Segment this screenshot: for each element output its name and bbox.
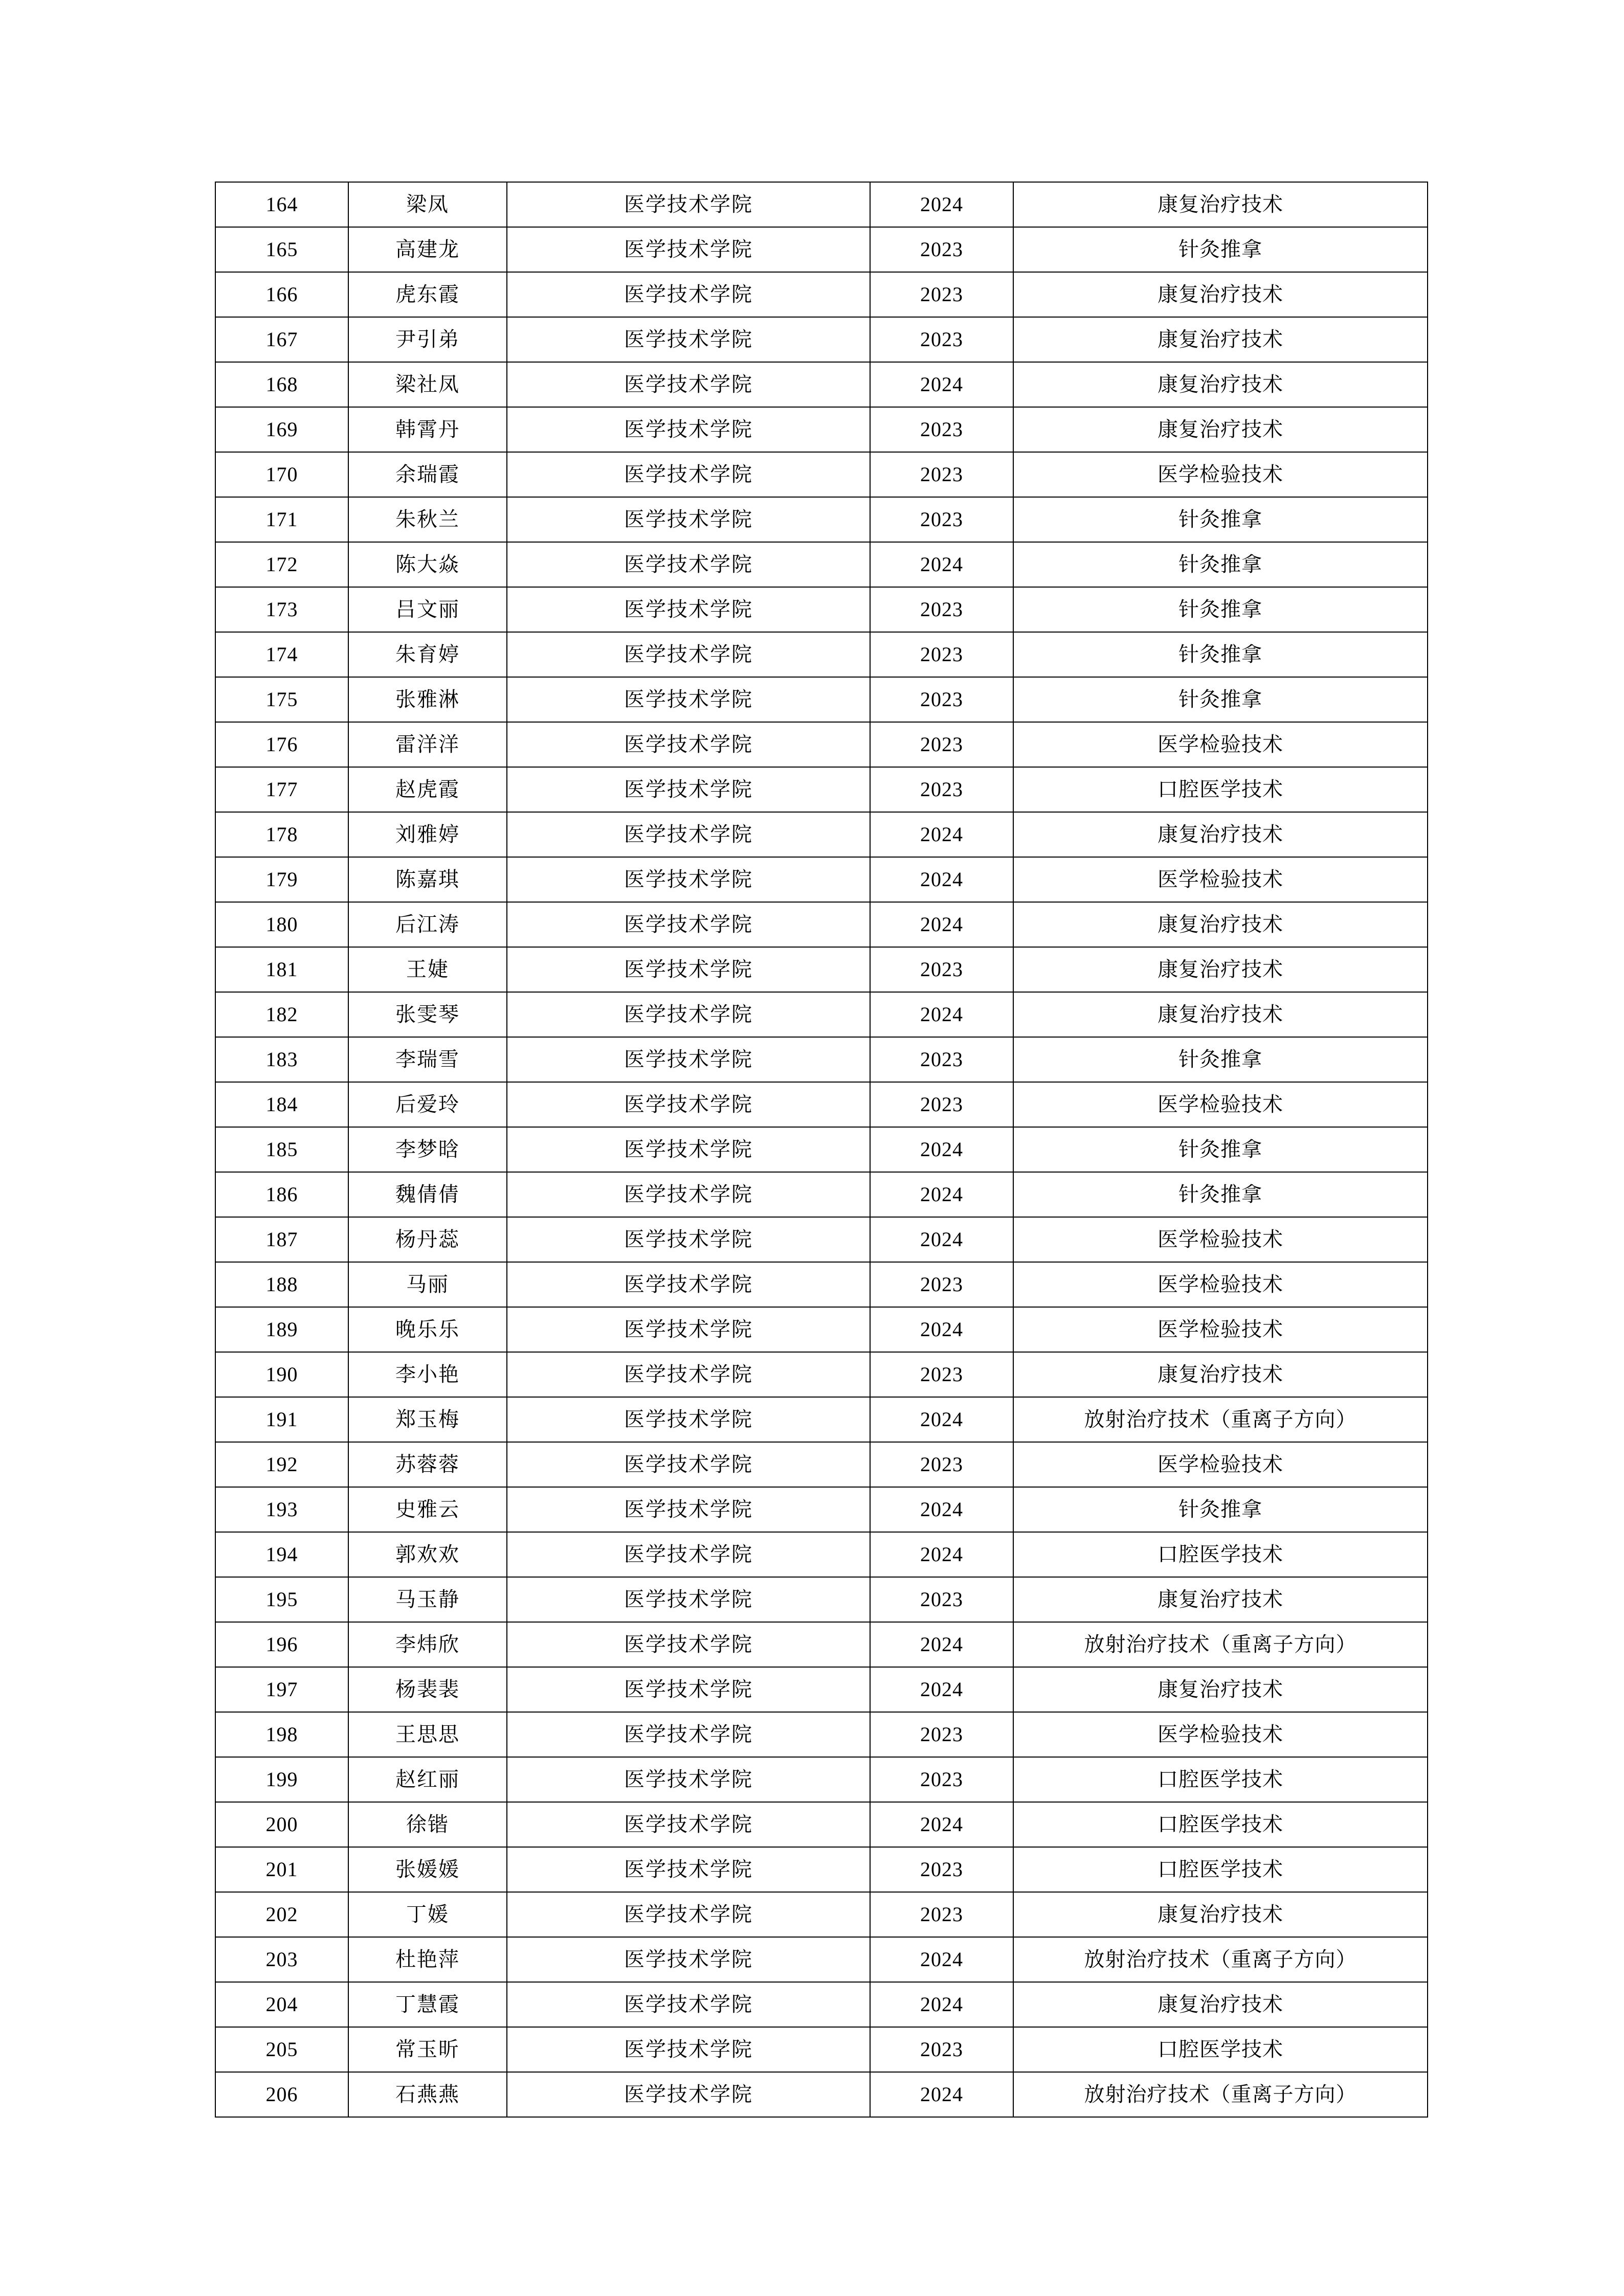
- row-year-cell: 2023: [870, 587, 1013, 632]
- row-index-cell: 203: [215, 1937, 348, 1982]
- row-year-cell: 2023: [870, 677, 1013, 722]
- row-college-cell: 医学技术学院: [507, 2027, 870, 2072]
- row-year-cell: 2024: [870, 1217, 1013, 1262]
- row-year-cell: 2023: [870, 767, 1013, 812]
- row-college-cell: 医学技术学院: [507, 1937, 870, 1982]
- row-index-cell: 192: [215, 1442, 348, 1487]
- table-row: [215, 1577, 1428, 1622]
- row-year-cell: 2023: [870, 1757, 1013, 1802]
- row-index-cell: 165: [215, 227, 348, 272]
- row-index-cell: 200: [215, 1802, 348, 1847]
- row-year-cell: 2024: [870, 992, 1013, 1037]
- row-major-cell: 医学检验技术: [1013, 857, 1428, 902]
- table-row: [215, 1487, 1428, 1532]
- row-name-cell: 朱育婷: [348, 632, 507, 677]
- row-name-cell: 李梦晗: [348, 1127, 507, 1172]
- row-college-cell: 医学技术学院: [507, 182, 870, 227]
- row-major-cell: 康复治疗技术: [1013, 362, 1428, 407]
- row-major-cell: 针灸推拿: [1013, 497, 1428, 542]
- row-year-cell: 2023: [870, 452, 1013, 497]
- table-row: [215, 992, 1428, 1037]
- row-year-cell: 2024: [870, 857, 1013, 902]
- row-year-cell: 2024: [870, 902, 1013, 947]
- table-row: [215, 722, 1428, 767]
- row-major-cell: 针灸推拿: [1013, 1037, 1428, 1082]
- row-name-cell: 陈大焱: [348, 542, 507, 587]
- row-major-cell: 医学检验技术: [1013, 722, 1428, 767]
- row-college-cell: 医学技术学院: [507, 317, 870, 362]
- table-row: [215, 587, 1428, 632]
- row-name-cell: 梁凤: [348, 182, 507, 227]
- row-college-cell: 医学技术学院: [507, 407, 870, 452]
- table-row: [215, 857, 1428, 902]
- row-college-cell: 医学技术学院: [507, 947, 870, 992]
- row-major-cell: 针灸推拿: [1013, 632, 1428, 677]
- row-year-cell: 2023: [870, 1712, 1013, 1757]
- row-year-cell: 2024: [870, 1487, 1013, 1532]
- row-name-cell: 梁社凤: [348, 362, 507, 407]
- table-row: [215, 1217, 1428, 1262]
- row-year-cell: 2023: [870, 947, 1013, 992]
- roster-table-body: [215, 182, 1428, 2117]
- table-row: [215, 767, 1428, 812]
- row-index-cell: 198: [215, 1712, 348, 1757]
- row-name-cell: 魏倩倩: [348, 1172, 507, 1217]
- row-major-cell: 放射治疗技术（重离子方向）: [1013, 2072, 1428, 2117]
- row-index-cell: 206: [215, 2072, 348, 2117]
- row-name-cell: 后江涛: [348, 902, 507, 947]
- row-year-cell: 2023: [870, 1847, 1013, 1892]
- row-year-cell: 2023: [870, 1577, 1013, 1622]
- row-college-cell: 医学技术学院: [507, 722, 870, 767]
- row-college-cell: 医学技术学院: [507, 812, 870, 857]
- row-year-cell: 2023: [870, 722, 1013, 767]
- row-index-cell: 197: [215, 1667, 348, 1712]
- row-college-cell: 医学技术学院: [507, 272, 870, 317]
- row-major-cell: 医学检验技术: [1013, 1307, 1428, 1352]
- row-year-cell: 2024: [870, 1307, 1013, 1352]
- row-index-cell: 196: [215, 1622, 348, 1667]
- row-year-cell: 2023: [870, 317, 1013, 362]
- row-college-cell: 医学技术学院: [507, 902, 870, 947]
- row-year-cell: 2024: [870, 1172, 1013, 1217]
- row-year-cell: 2023: [870, 407, 1013, 452]
- row-year-cell: 2023: [870, 1037, 1013, 1082]
- row-major-cell: 康复治疗技术: [1013, 812, 1428, 857]
- row-college-cell: 医学技术学院: [507, 452, 870, 497]
- row-major-cell: 康复治疗技术: [1013, 407, 1428, 452]
- row-college-cell: 医学技术学院: [507, 857, 870, 902]
- row-name-cell: 晚乐乐: [348, 1307, 507, 1352]
- row-major-cell: 康复治疗技术: [1013, 272, 1428, 317]
- row-index-cell: 164: [215, 182, 348, 227]
- row-index-cell: 168: [215, 362, 348, 407]
- row-name-cell: 李小艳: [348, 1352, 507, 1397]
- row-index-cell: 191: [215, 1397, 348, 1442]
- row-college-cell: 医学技术学院: [507, 767, 870, 812]
- row-college-cell: 医学技术学院: [507, 1307, 870, 1352]
- roster-table: [215, 182, 1428, 2118]
- row-year-cell: 2024: [870, 182, 1013, 227]
- row-college-cell: 医学技术学院: [507, 992, 870, 1037]
- row-index-cell: 172: [215, 542, 348, 587]
- row-name-cell: 赵虎霞: [348, 767, 507, 812]
- row-year-cell: 2023: [870, 227, 1013, 272]
- row-name-cell: 杨丹蕊: [348, 1217, 507, 1262]
- row-major-cell: 针灸推拿: [1013, 1127, 1428, 1172]
- row-year-cell: 2024: [870, 2072, 1013, 2117]
- row-name-cell: 王思思: [348, 1712, 507, 1757]
- row-college-cell: 医学技术学院: [507, 1172, 870, 1217]
- row-index-cell: 170: [215, 452, 348, 497]
- row-name-cell: 苏蓉蓉: [348, 1442, 507, 1487]
- row-major-cell: 放射治疗技术（重离子方向）: [1013, 1937, 1428, 1982]
- table-row: [215, 1712, 1428, 1757]
- row-major-cell: 针灸推拿: [1013, 542, 1428, 587]
- row-name-cell: 吕文丽: [348, 587, 507, 632]
- row-year-cell: 2024: [870, 542, 1013, 587]
- row-index-cell: 185: [215, 1127, 348, 1172]
- row-college-cell: 医学技术学院: [507, 1712, 870, 1757]
- row-index-cell: 205: [215, 2027, 348, 2072]
- table-row: [215, 1847, 1428, 1892]
- row-college-cell: 医学技术学院: [507, 1982, 870, 2027]
- row-name-cell: 韩霄丹: [348, 407, 507, 452]
- row-name-cell: 徐锴: [348, 1802, 507, 1847]
- table-row: [215, 227, 1428, 272]
- row-index-cell: 181: [215, 947, 348, 992]
- row-year-cell: 2024: [870, 1802, 1013, 1847]
- row-index-cell: 177: [215, 767, 348, 812]
- row-index-cell: 176: [215, 722, 348, 767]
- row-college-cell: 医学技术学院: [507, 1757, 870, 1802]
- row-major-cell: 康复治疗技术: [1013, 1667, 1428, 1712]
- table-row: [215, 1757, 1428, 1802]
- table-row: [215, 2072, 1428, 2117]
- row-name-cell: 石燕燕: [348, 2072, 507, 2117]
- row-major-cell: 医学检验技术: [1013, 1262, 1428, 1307]
- row-college-cell: 医学技术学院: [507, 1127, 870, 1172]
- row-name-cell: 马丽: [348, 1262, 507, 1307]
- row-college-cell: 医学技术学院: [507, 1262, 870, 1307]
- row-name-cell: 余瑞霞: [348, 452, 507, 497]
- row-year-cell: 2024: [870, 812, 1013, 857]
- row-college-cell: 医学技术学院: [507, 1802, 870, 1847]
- row-index-cell: 167: [215, 317, 348, 362]
- row-index-cell: 175: [215, 677, 348, 722]
- table-row: [215, 1172, 1428, 1217]
- row-index-cell: 169: [215, 407, 348, 452]
- row-major-cell: 康复治疗技术: [1013, 1352, 1428, 1397]
- row-index-cell: 166: [215, 272, 348, 317]
- table-row: [215, 1082, 1428, 1127]
- row-major-cell: 康复治疗技术: [1013, 182, 1428, 227]
- row-index-cell: 178: [215, 812, 348, 857]
- row-major-cell: 口腔医学技术: [1013, 767, 1428, 812]
- row-year-cell: 2023: [870, 1352, 1013, 1397]
- row-major-cell: 口腔医学技术: [1013, 1757, 1428, 1802]
- row-index-cell: 193: [215, 1487, 348, 1532]
- table-row: [215, 1532, 1428, 1577]
- row-name-cell: 杜艳萍: [348, 1937, 507, 1982]
- row-year-cell: 2023: [870, 1082, 1013, 1127]
- row-year-cell: 2023: [870, 632, 1013, 677]
- row-year-cell: 2024: [870, 1667, 1013, 1712]
- table-row: [215, 182, 1428, 227]
- table-row: [215, 497, 1428, 542]
- table-row: [215, 1307, 1428, 1352]
- row-major-cell: 康复治疗技术: [1013, 1982, 1428, 2027]
- row-major-cell: 放射治疗技术（重离子方向）: [1013, 1622, 1428, 1667]
- row-major-cell: 口腔医学技术: [1013, 1532, 1428, 1577]
- row-index-cell: 204: [215, 1982, 348, 2027]
- table-row: [215, 632, 1428, 677]
- row-index-cell: 187: [215, 1217, 348, 1262]
- row-year-cell: 2023: [870, 272, 1013, 317]
- row-major-cell: 针灸推拿: [1013, 227, 1428, 272]
- table-row: [215, 1397, 1428, 1442]
- row-index-cell: 174: [215, 632, 348, 677]
- table-row: [215, 407, 1428, 452]
- table-row: [215, 1982, 1428, 2027]
- row-college-cell: 医学技术学院: [507, 2072, 870, 2117]
- row-name-cell: 李瑞雪: [348, 1037, 507, 1082]
- table-row: [215, 947, 1428, 992]
- row-year-cell: 2023: [870, 1892, 1013, 1937]
- row-index-cell: 184: [215, 1082, 348, 1127]
- row-name-cell: 李炜欣: [348, 1622, 507, 1667]
- row-index-cell: 202: [215, 1892, 348, 1937]
- row-name-cell: 丁媛: [348, 1892, 507, 1937]
- row-year-cell: 2024: [870, 1982, 1013, 2027]
- row-name-cell: 马玉静: [348, 1577, 507, 1622]
- row-name-cell: 陈嘉琪: [348, 857, 507, 902]
- row-major-cell: 针灸推拿: [1013, 677, 1428, 722]
- row-index-cell: 173: [215, 587, 348, 632]
- row-year-cell: 2024: [870, 362, 1013, 407]
- row-college-cell: 医学技术学院: [507, 1037, 870, 1082]
- row-college-cell: 医学技术学院: [507, 227, 870, 272]
- row-major-cell: 针灸推拿: [1013, 1487, 1428, 1532]
- row-college-cell: 医学技术学院: [507, 1217, 870, 1262]
- table-row: [215, 1667, 1428, 1712]
- row-major-cell: 针灸推拿: [1013, 1172, 1428, 1217]
- row-college-cell: 医学技术学院: [507, 362, 870, 407]
- row-name-cell: 王婕: [348, 947, 507, 992]
- row-index-cell: 183: [215, 1037, 348, 1082]
- row-major-cell: 医学检验技术: [1013, 1082, 1428, 1127]
- row-name-cell: 常玉昕: [348, 2027, 507, 2072]
- row-name-cell: 高建龙: [348, 227, 507, 272]
- row-index-cell: 180: [215, 902, 348, 947]
- table-row: [215, 1892, 1428, 1937]
- row-index-cell: 182: [215, 992, 348, 1037]
- row-name-cell: 赵红丽: [348, 1757, 507, 1802]
- table-row: [215, 317, 1428, 362]
- row-major-cell: 康复治疗技术: [1013, 947, 1428, 992]
- table-row: [215, 1622, 1428, 1667]
- row-year-cell: 2023: [870, 497, 1013, 542]
- row-name-cell: 张雯琴: [348, 992, 507, 1037]
- row-major-cell: 医学检验技术: [1013, 1712, 1428, 1757]
- row-major-cell: 康复治疗技术: [1013, 902, 1428, 947]
- row-index-cell: 194: [215, 1532, 348, 1577]
- table-row: [215, 812, 1428, 857]
- table-row: [215, 677, 1428, 722]
- row-college-cell: 医学技术学院: [507, 497, 870, 542]
- table-row: [215, 1127, 1428, 1172]
- row-index-cell: 179: [215, 857, 348, 902]
- row-index-cell: 201: [215, 1847, 348, 1892]
- row-major-cell: 口腔医学技术: [1013, 1847, 1428, 1892]
- row-name-cell: 张媛媛: [348, 1847, 507, 1892]
- row-college-cell: 医学技术学院: [507, 1082, 870, 1127]
- table-row: [215, 1937, 1428, 1982]
- row-name-cell: 后爱玲: [348, 1082, 507, 1127]
- row-major-cell: 康复治疗技术: [1013, 1577, 1428, 1622]
- row-name-cell: 刘雅婷: [348, 812, 507, 857]
- row-major-cell: 口腔医学技术: [1013, 1802, 1428, 1847]
- table-row: [215, 1352, 1428, 1397]
- row-major-cell: 医学检验技术: [1013, 1217, 1428, 1262]
- row-major-cell: 康复治疗技术: [1013, 317, 1428, 362]
- row-major-cell: 口腔医学技术: [1013, 2027, 1428, 2072]
- row-name-cell: 虎东霞: [348, 272, 507, 317]
- row-name-cell: 史雅云: [348, 1487, 507, 1532]
- row-college-cell: 医学技术学院: [507, 1577, 870, 1622]
- row-name-cell: 朱秋兰: [348, 497, 507, 542]
- table-row: [215, 2027, 1428, 2072]
- row-college-cell: 医学技术学院: [507, 1892, 870, 1937]
- row-name-cell: 尹引弟: [348, 317, 507, 362]
- table-row: [215, 542, 1428, 587]
- table-row: [215, 1262, 1428, 1307]
- row-college-cell: 医学技术学院: [507, 587, 870, 632]
- table-row: [215, 1802, 1428, 1847]
- row-major-cell: 康复治疗技术: [1013, 992, 1428, 1037]
- row-name-cell: 丁慧霞: [348, 1982, 507, 2027]
- row-index-cell: 171: [215, 497, 348, 542]
- table-row: [215, 902, 1428, 947]
- row-index-cell: 199: [215, 1757, 348, 1802]
- row-major-cell: 医学检验技术: [1013, 452, 1428, 497]
- row-index-cell: 189: [215, 1307, 348, 1352]
- table-row: [215, 1442, 1428, 1487]
- row-name-cell: 杨裴裴: [348, 1667, 507, 1712]
- row-major-cell: 放射治疗技术（重离子方向）: [1013, 1397, 1428, 1442]
- table-row: [215, 452, 1428, 497]
- row-major-cell: 康复治疗技术: [1013, 1892, 1428, 1937]
- row-year-cell: 2023: [870, 1442, 1013, 1487]
- row-college-cell: 医学技术学院: [507, 1847, 870, 1892]
- row-year-cell: 2023: [870, 1262, 1013, 1307]
- row-year-cell: 2024: [870, 1937, 1013, 1982]
- row-year-cell: 2023: [870, 2027, 1013, 2072]
- row-major-cell: 医学检验技术: [1013, 1442, 1428, 1487]
- row-college-cell: 医学技术学院: [507, 1532, 870, 1577]
- row-index-cell: 186: [215, 1172, 348, 1217]
- row-college-cell: 医学技术学院: [507, 1442, 870, 1487]
- row-college-cell: 医学技术学院: [507, 1352, 870, 1397]
- row-year-cell: 2024: [870, 1532, 1013, 1577]
- row-college-cell: 医学技术学院: [507, 1487, 870, 1532]
- row-name-cell: 郑玉梅: [348, 1397, 507, 1442]
- table-row: [215, 1037, 1428, 1082]
- row-index-cell: 195: [215, 1577, 348, 1622]
- row-college-cell: 医学技术学院: [507, 1622, 870, 1667]
- row-college-cell: 医学技术学院: [507, 1397, 870, 1442]
- row-college-cell: 医学技术学院: [507, 677, 870, 722]
- roster-table-container: [215, 182, 1401, 2118]
- row-college-cell: 医学技术学院: [507, 542, 870, 587]
- row-name-cell: 雷洋洋: [348, 722, 507, 767]
- table-row: [215, 272, 1428, 317]
- row-index-cell: 188: [215, 1262, 348, 1307]
- table-row: [215, 362, 1428, 407]
- row-index-cell: 190: [215, 1352, 348, 1397]
- row-major-cell: 针灸推拿: [1013, 587, 1428, 632]
- row-year-cell: 2024: [870, 1127, 1013, 1172]
- row-college-cell: 医学技术学院: [507, 1667, 870, 1712]
- row-name-cell: 张雅淋: [348, 677, 507, 722]
- row-year-cell: 2024: [870, 1397, 1013, 1442]
- row-year-cell: 2024: [870, 1622, 1013, 1667]
- row-college-cell: 医学技术学院: [507, 632, 870, 677]
- row-name-cell: 郭欢欢: [348, 1532, 507, 1577]
